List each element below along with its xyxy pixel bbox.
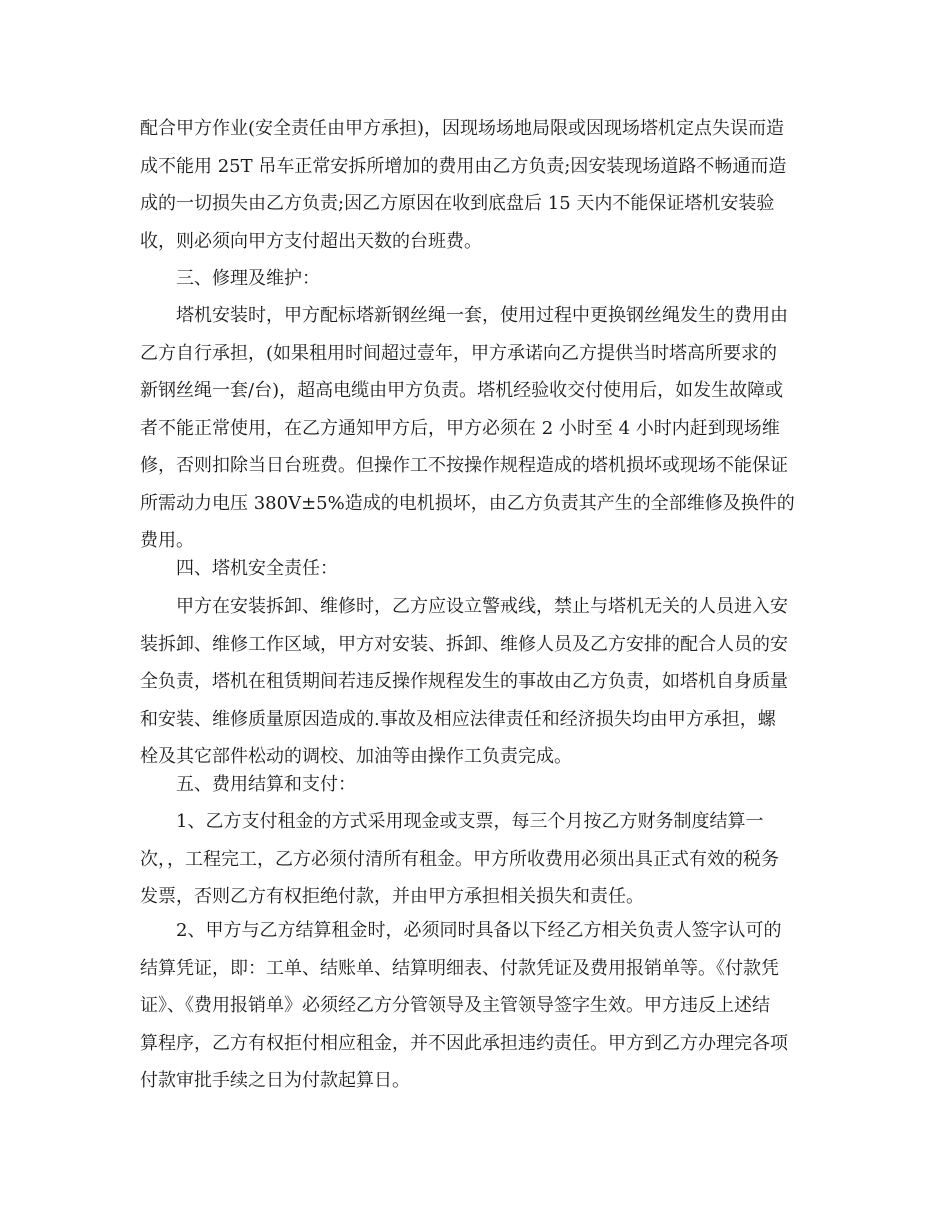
text-line: 全负责，塔机在租赁期间若违反操作规程发生的事故由乙方负责，如塔机自身质量: [140, 671, 788, 692]
text-line: 证》、《费用报销单》必须经乙方分管领导及主管领导签字生效。甲方违反上述结: [140, 995, 770, 1016]
text-line: 成的一切损失由乙方负责;因乙方原因在收到底盘后 15 天内不能保证塔机安装验: [140, 193, 775, 214]
text-line: 所需动力电压 380V±5%造成的电机损坏，由乙方负责其产生的全部维修及换件的: [140, 492, 795, 514]
text-line: 收，则必须向甲方支付超出天数的台班费。: [140, 230, 482, 252]
paragraph-maintenance: [140, 297, 820, 560]
text-line: 和安装、维修质量原因造成的.事故及相应法律责任和经济损失均由甲方承担，螺: [140, 708, 776, 730]
text-line: 1、乙方支付租金的方式采用现金或支票，每三个月按乙方财务制度结算一: [176, 811, 764, 832]
text-line: 配合甲方作业(安全责任由甲方承担)，因现场场地局限或因现场塔机定点失误而造: [140, 118, 785, 139]
text-line: 者不能正常使用，在乙方通知甲方后，甲方必须在 2 小时至 4 小时内赶到现场维: [140, 417, 780, 439]
paragraph-safety: [140, 588, 820, 776]
section-heading-3: [140, 260, 820, 298]
text-line: 修，否则扣除当日台班费。但操作工不按操作规程造成的塔机损坏或现场不能保证: [140, 455, 788, 476]
section-heading: 三、修理及维护：: [176, 268, 320, 289]
paragraph-payment-1: [140, 803, 820, 916]
text-line: 装拆卸、维修工作区域，甲方对安装、拆卸、维修人员及乙方安排的配合人员的安: [140, 633, 788, 655]
text-line: 塔机安装时，甲方配标塔新钢丝绳一套，使用过程中更换钢丝绳发生的费用由: [176, 305, 788, 326]
section-heading-4: [140, 550, 820, 588]
paragraph-continuation: [140, 110, 820, 260]
text-line: 次，，工程完工，乙方必须付清所有租金。甲方所收费用必须出具正式有效的税务: [140, 848, 779, 870]
paragraph-payment-2: [140, 912, 820, 1100]
section-heading: 四、塔机安全责任：: [176, 558, 338, 579]
text-line: 乙方自行承担，(如果租用时间超过壹年，甲方承诺向乙方提供当时塔高所要求的: [140, 342, 778, 364]
text-line: 发票，否则乙方有权拒绝付款，并由甲方承担相关损失和责任。: [140, 886, 644, 907]
text-line: 2、甲方与乙方结算租金时，必须同时具备以下经乙方相关负责人签字认可的: [176, 920, 782, 941]
text-line: 算程序，乙方有权拒付相应租金，并不因此承担违约责任。甲方到乙方办理完各项: [140, 1032, 788, 1054]
text-line: 付款审批手续之日为付款起算日。: [140, 1070, 410, 1091]
text-line: 栓及其它部件松动的调校、加油等由操作工负责完成。: [140, 746, 572, 767]
text-line: 成不能用 25T 吊车正常安拆所增加的费用由乙方负责;因安装现场道路不畅通而造: [140, 155, 787, 177]
text-line: 费用。: [140, 530, 194, 551]
section-heading: 五、费用结算和支付：: [176, 774, 356, 795]
text-line: 甲方在安装拆卸、维修时，乙方应设立警戒线，禁止与塔机无关的人员进入安: [176, 596, 788, 617]
text-line: 结算凭证，即：工单、结账单、结算明细表、付款凭证及费用报销单等。《付款凭: [140, 957, 779, 979]
text-line: 新钢丝绳一套/台)，超高电缆由甲方负责。塔机经验收交付使用后，如发生故障或: [140, 380, 784, 401]
section-heading-5: [140, 766, 820, 804]
